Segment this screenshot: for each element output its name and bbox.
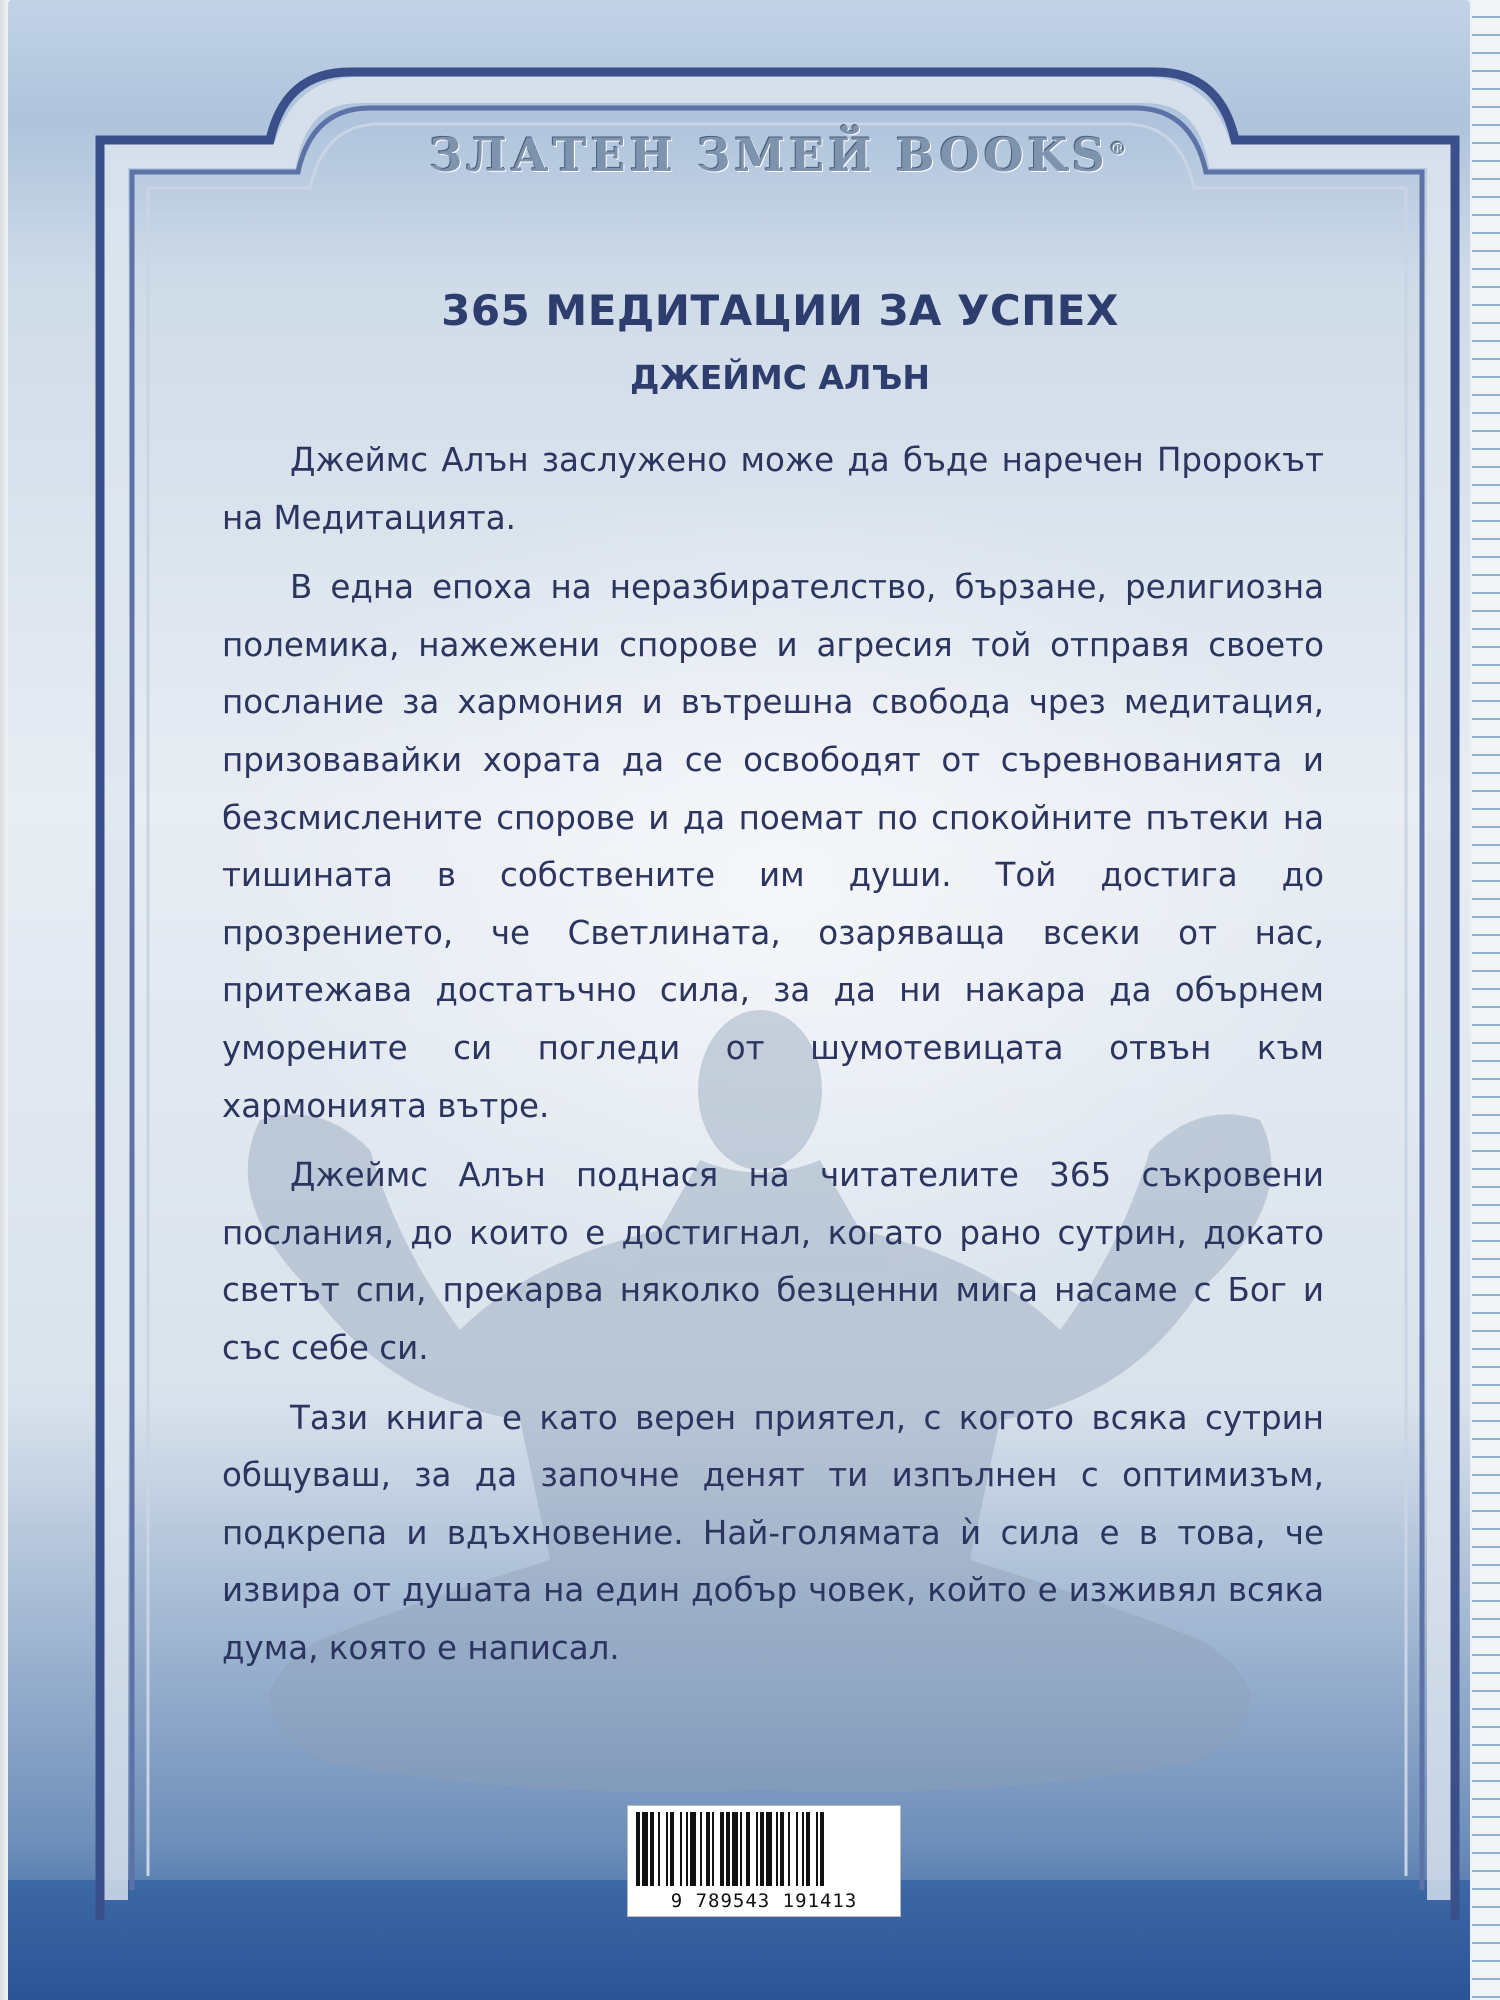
barcode-bar [642,1812,648,1886]
blurb-paragraph: В една епоха на неразбирателство, бързане, религиозна полемика, нажежени спорове и агресия той отправя своето послание за хармония и вътрешна свобода чрез медитация, призовавайки хората да се освободят от съревнованията и безсмислените спорове и да поемат по спокойните пътеки на тишината в собствените им души. Той достига до прозрението, че Светлината, озаряваща всеки от нас, притежава достатъчно сила, за да ни накара да обърнем уморените си погледи от шумотевицата отвън към хармонията вътре. [222,568,1324,1125]
barcode-bar [732,1812,738,1886]
notebook-edge [1472,0,1500,2000]
barcode-bar [796,1812,798,1886]
blurb-paragraph: Тази книга е като верен приятел, с когото всяка сутрин общуваш, за да започне денят ти изпълнен с оптимизъм, подкрепа и вдъхновение. Най-голямата ѝ сила е в това, че извира от душата на един добър човек, който е изживял всяка дума, която е написал. [222,1398,1324,1667]
barcode-bar [700,1812,702,1886]
barcode-bar [720,1812,724,1886]
barcode-bar [766,1812,772,1886]
barcode-bar [746,1812,750,1886]
blurb-text [222,432,1324,1689]
barcode-bar [806,1812,810,1886]
barcode-bar [756,1812,758,1886]
publisher-logo-text: ЗЛАТЕН ЗМЕЙ BOOKS [429,128,1109,182]
barcode-bar [690,1812,696,1886]
barcode-bar [706,1812,710,1886]
book-author: ДЖЕЙМС АЛЪН [629,358,931,397]
barcode-bar [726,1812,730,1886]
barcode-bar [650,1812,654,1886]
barcode-bar [658,1812,660,1886]
blurb-paragraph: Джеймс Алън поднася на читателите 365 съкровени послания, до които е достигнал, когато рано сутрин, докато светът спи, прекарва няколко безценни мига насаме с Бог и със себе си. [222,1156,1324,1367]
barcode-bar [788,1812,790,1886]
barcode-bar [670,1812,674,1886]
barcode-number: 9 789543 191413 [670,1890,858,1912]
publisher-logo [0,128,1500,182]
barcode-bar [636,1812,640,1886]
barcode-bar [666,1812,668,1886]
barcode-bar [776,1812,778,1886]
barcode-bar [760,1812,764,1886]
barcode-bar [820,1812,824,1886]
barcode-bar [686,1812,688,1886]
barcode-bar [780,1812,784,1886]
blurb-paragraph: Джеймс Алън заслужено може да бъде наречен Пророкът на Медитацията. [222,441,1324,537]
book-title: 365 МЕДИТАЦИИ ЗА УСПЕХ [441,286,1119,335]
isbn-barcode [627,1805,901,1917]
barcode-bars [634,1812,894,1886]
registered-mark: ® [1108,138,1131,160]
barcode-bar [740,1812,742,1886]
barcode-bar [802,1812,804,1886]
barcode-bar [712,1812,714,1886]
barcode-bar [816,1812,818,1886]
barcode-bar [680,1812,682,1886]
